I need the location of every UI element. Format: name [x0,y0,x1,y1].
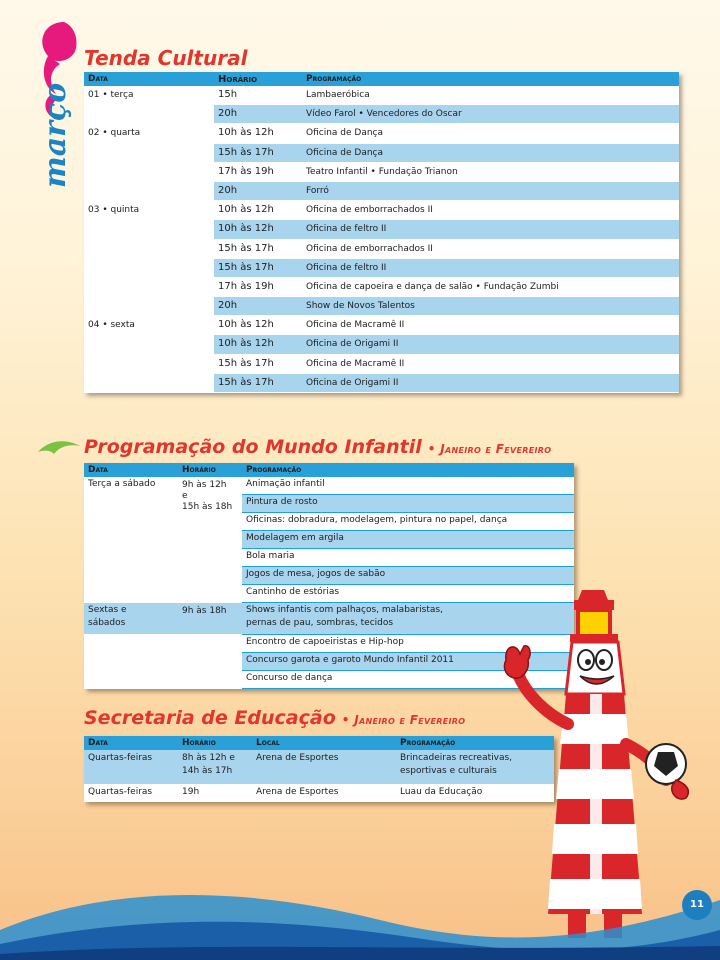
row-program: Show de Novos Talentos [302,297,679,316]
row-local: Arena de Esportes [252,750,396,784]
row-time: 10h às 12h [214,335,302,354]
program-item: Oficinas: dobradura, modelagem, pintura no papel, dança [242,513,574,531]
educacao-title [84,707,465,729]
header-programacao: Programação [242,463,574,477]
row-time: 10h às 12h [214,220,302,239]
table-row [84,316,679,335]
row-time: 15h às 17h [214,143,302,162]
program-item: Encontro de capoeiristas e Hip-hop [242,635,574,653]
header-horario: Horário [178,736,252,750]
row-program: Oficina de Dança [302,124,679,143]
row-time: 17h às 19h [214,162,302,181]
group2-date-b: sábados [88,618,126,628]
program-item: Cantinho de estórias [242,585,574,603]
row-date: 02 • quarta [84,124,214,143]
row-time-a: 8h às 12h e [182,753,235,763]
program-item: Jogos de mesa, jogos de sabão [242,567,574,585]
header-data: Data [84,72,214,86]
row-date [84,162,214,181]
tenda-table-body [84,86,679,393]
row-date [84,373,214,392]
row-program: Oficina de Origami II [302,373,679,392]
header-local: Local [252,736,396,750]
green-leaf-icon [36,440,82,456]
header-horario: Horário [178,463,242,477]
month-label: março [38,82,73,188]
row-date [84,239,214,258]
program-item: Concurso garota e garoto Mundo Infantil 2011 [242,653,574,671]
row-program: Oficina de emborrachados II [302,239,679,258]
tenda-table [84,72,679,393]
row-date: 01 • terça [84,86,214,105]
row-time: 15h às 17h [214,239,302,258]
table-header-row [84,463,574,477]
program-item-line: Shows infantis com palhaços, malabaristas, [246,605,443,615]
infantil-subtitle: • Janeiro e Fevereiro [427,442,552,456]
table-row [84,277,679,296]
row-local: Arena de Esportes [252,784,396,802]
program-item: Pintura de rosto [242,495,574,513]
row-program: Oficina de feltro II [302,220,679,239]
table-row [84,143,679,162]
empty-cell [84,635,178,689]
decorative-waves [0,870,720,960]
header-data: Data [84,736,178,750]
header-programacao: Programação [396,736,554,750]
empty-cell [178,635,242,689]
row-time: 10h às 12h [214,201,302,220]
row-time: 15h às 17h [214,258,302,277]
program-item: Concurso de dança [242,671,574,689]
table-row [84,220,679,239]
row-program: Oficina de Origami II [302,335,679,354]
table-row [84,124,679,143]
row-time: 10h às 12h [214,316,302,335]
group1-date: Terça a sábado [84,477,178,603]
row-time-b: 14h às 17h [182,766,233,776]
row-date: Quartas-feiras [84,750,178,784]
row-time: 20h [214,181,302,200]
row-time [178,750,252,784]
row-time: 10h às 12h [214,124,302,143]
program-item: Animação infantil [242,477,574,495]
row-date [84,354,214,373]
group1-time-a: 9h às 12h [182,480,227,490]
table-header-row [84,736,554,750]
group2-date [84,603,178,635]
group2-time: 9h às 18h [178,603,242,635]
educacao-title-text: Secretaria de Educação [84,707,336,729]
group1-time-b: e [182,491,188,501]
row-date [84,277,214,296]
row-program: Oficina de Macramê II [302,316,679,335]
table-header-row [84,72,679,86]
row-time: 15h [214,86,302,105]
row-date [84,105,214,124]
tenda-title-text: Tenda Cultural [84,46,248,70]
table-row [84,258,679,277]
row-program: Vídeo Farol • Vencedores do Oscar [302,105,679,124]
table-row [84,784,554,802]
row-program: Teatro Infantil • Fundação Trianon [302,162,679,181]
row-date: Quartas-feiras [84,784,178,802]
row-time: 19h [178,784,252,802]
row-program: Oficina de emborrachados II [302,201,679,220]
tenda-title [84,46,247,70]
table-row [84,335,679,354]
table-row [84,239,679,258]
table-row [84,373,679,392]
header-horario: Horário [214,72,302,86]
row-program: Oficina de capoeira e dança de salão • Fundação Zumbi [302,277,679,296]
row-program: Oficina de Dança [302,143,679,162]
table-row [84,354,679,373]
table-row [84,105,679,124]
program-item-line: pernas de pau, sombras, tecidos [246,618,394,628]
row-date [84,143,214,162]
table-row [84,86,679,105]
group1-time-c: 15h às 18h [182,502,233,512]
row-date [84,335,214,354]
row-time: 20h [214,105,302,124]
row-time: 17h às 19h [214,277,302,296]
page-number-badge: 11 [682,890,712,920]
educacao-subtitle: • Janeiro e Fevereiro [341,713,466,727]
table-row [84,477,574,495]
table-row [84,162,679,181]
header-data: Data [84,463,178,477]
row-program: Forró [302,181,679,200]
group2-date-a: Sextas e [88,605,127,615]
row-program: Luau da Educação [396,784,554,802]
table-row [84,297,679,316]
row-date [84,297,214,316]
table-row [84,201,679,220]
row-time: 15h às 17h [214,354,302,373]
infantil-title [84,436,551,458]
row-program-a: Brincadeiras recreativas, [400,753,513,763]
row-date: 04 • sexta [84,316,214,335]
row-program-b: esportivas e culturais [400,766,497,776]
row-time: 15h às 17h [214,373,302,392]
row-date [84,181,214,200]
table-row [84,750,554,784]
infantil-title-text: Programação do Mundo Infantil [84,436,422,458]
table-row [84,181,679,200]
educacao-table [84,736,554,802]
row-date [84,258,214,277]
row-program: Lambaeróbica [302,86,679,105]
row-date [84,220,214,239]
header-programacao: Programação [302,72,679,86]
row-program: Oficina de Macramê II [302,354,679,373]
program-item: Bola maria [242,549,574,567]
row-time: 20h [214,297,302,316]
row-program: Oficina de feltro II [302,258,679,277]
group1-time [178,477,242,603]
program-item: Modelagem em argila [242,531,574,549]
row-date: 03 • quinta [84,201,214,220]
